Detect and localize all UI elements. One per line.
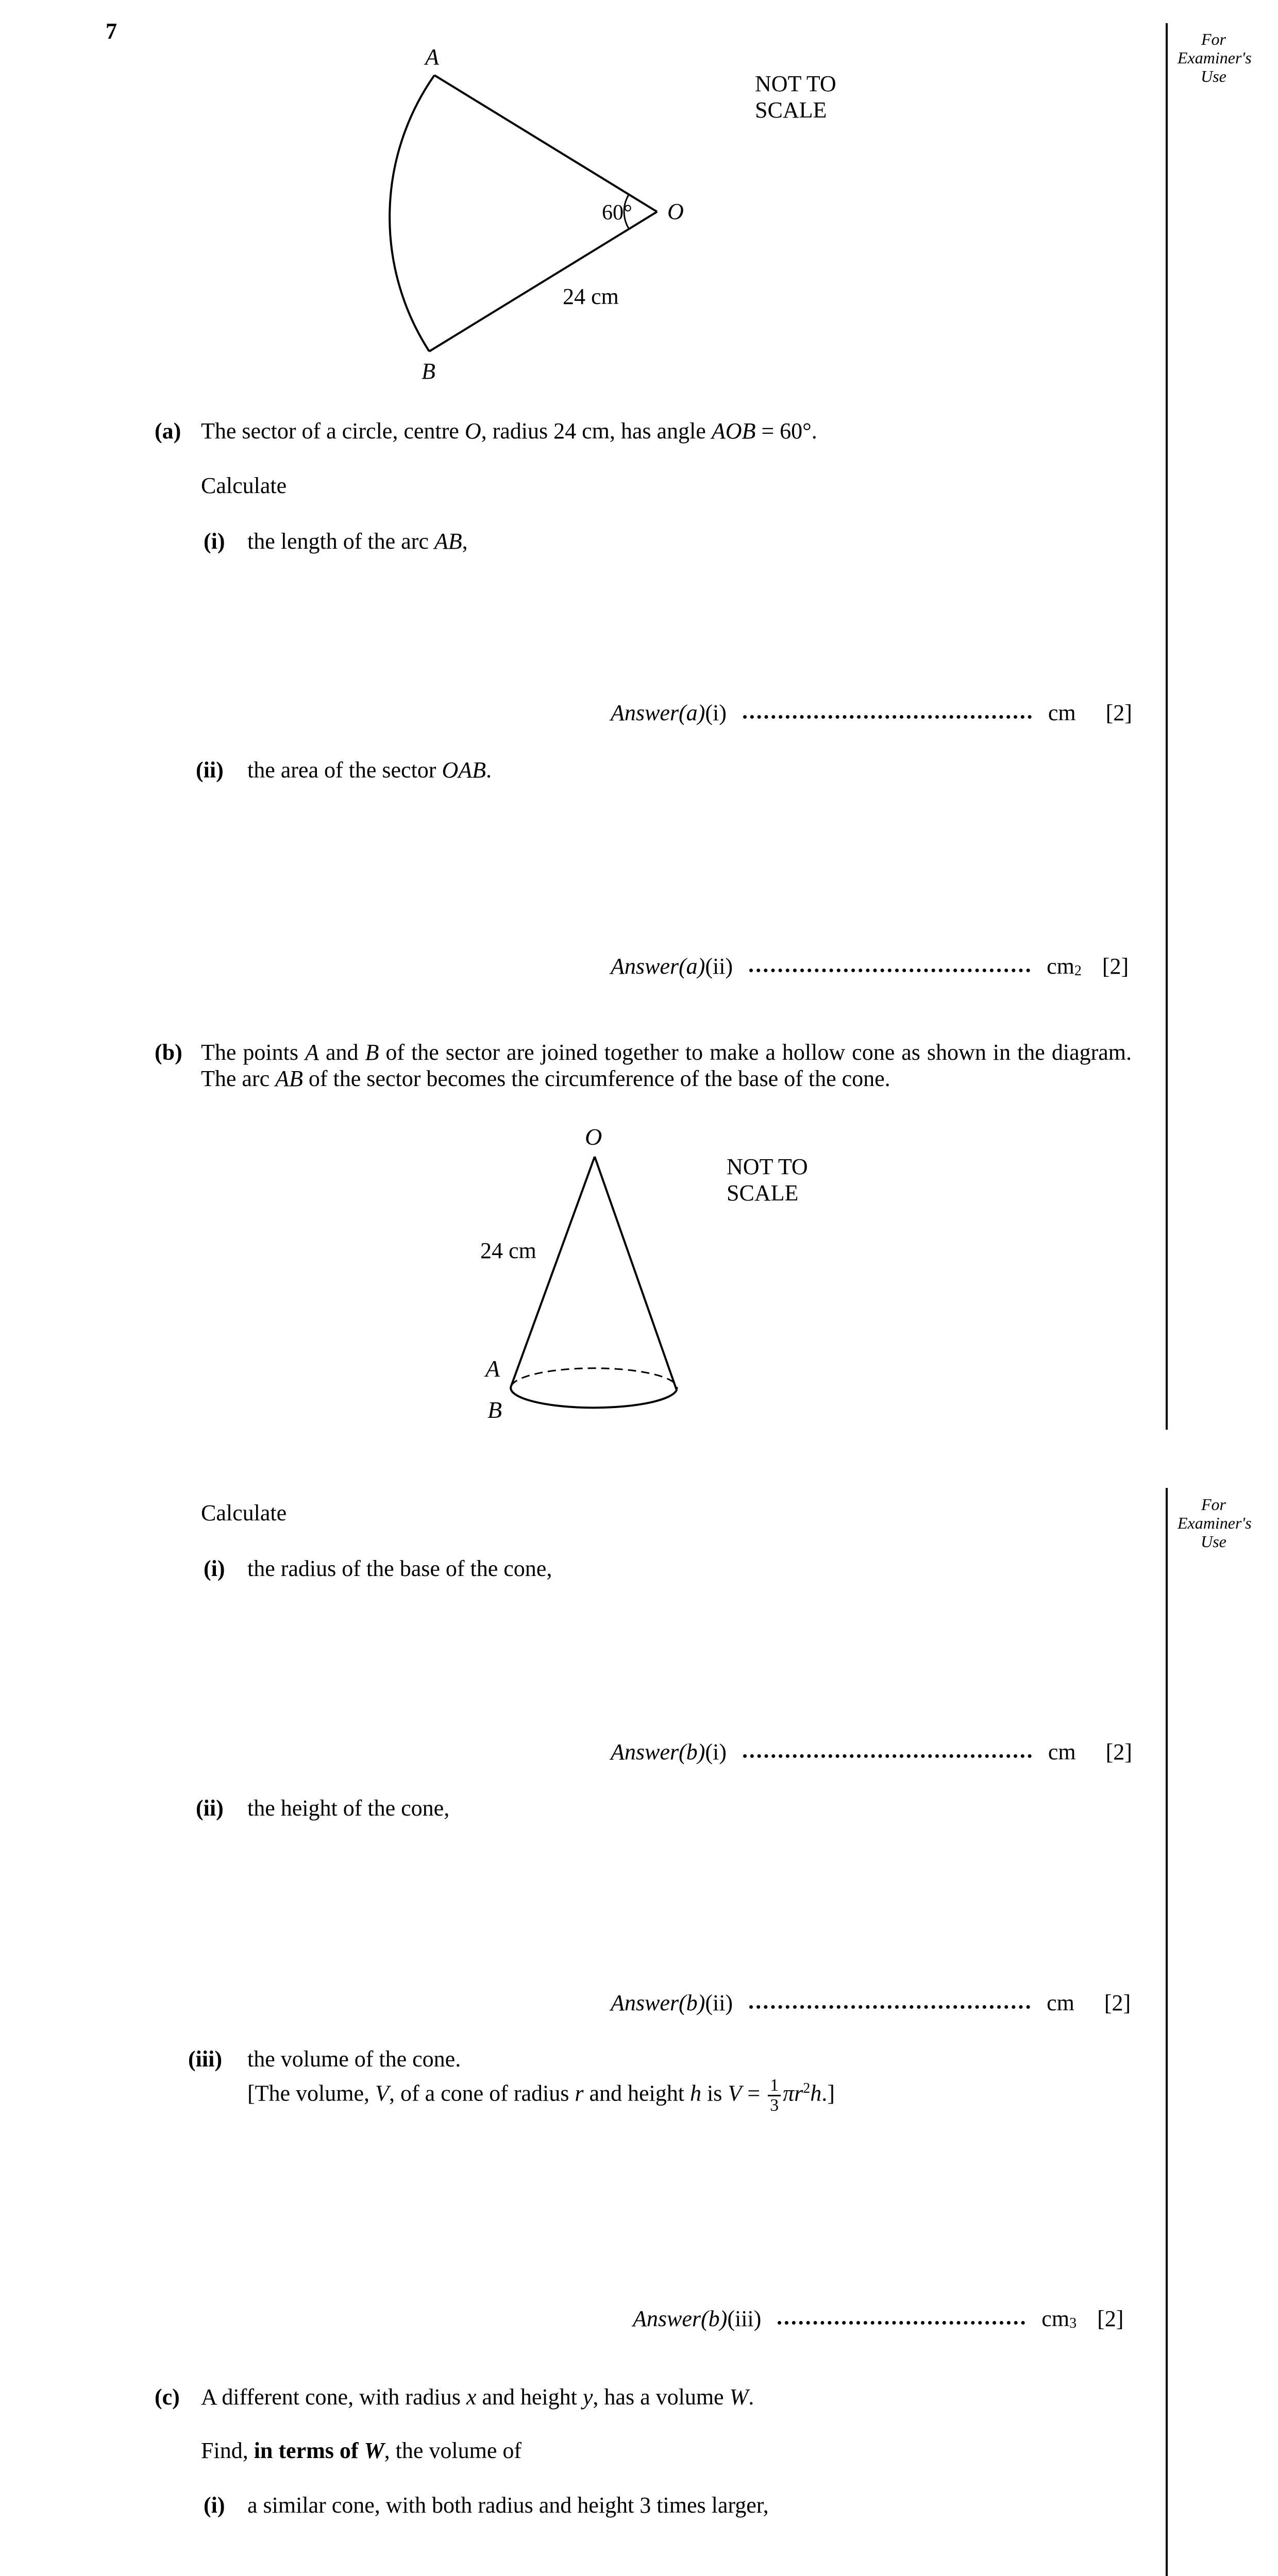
not-to-scale-note-2: NOT TO SCALE bbox=[727, 1154, 808, 1206]
answer-b-ii-field[interactable] bbox=[749, 2005, 1030, 2009]
cone-right-edge bbox=[595, 1157, 677, 1390]
examiner-margin-line-bottom bbox=[1166, 1488, 1168, 2576]
cone-label-b: B bbox=[487, 1397, 502, 1423]
examiner-use-label-bottom: For Examiner's Use bbox=[1178, 1495, 1252, 1551]
cone-base-front bbox=[511, 1386, 677, 1408]
part-a-ii-label: (ii) bbox=[196, 757, 224, 783]
part-b-iii-label: (iii) bbox=[188, 2046, 222, 2072]
part-c-stem: A different cone, with radius x and height y, has a volume W. bbox=[201, 2384, 754, 2410]
part-a-i-question: the length of the arc AB, bbox=[247, 529, 468, 554]
part-b-ii-label: (ii) bbox=[196, 1795, 224, 1821]
answer-b-i: Answer(b) (i) cm [2] bbox=[611, 1739, 1132, 1765]
part-c-i-question: a similar cone, with both radius and height 3 times larger, bbox=[247, 2493, 769, 2518]
part-c-find: Find, in terms of W, the volume of bbox=[201, 2438, 522, 2463]
part-b-calculate: Calculate bbox=[201, 1500, 287, 1526]
answer-a-ii-field[interactable] bbox=[749, 969, 1030, 972]
cone-label-o: O bbox=[585, 1124, 602, 1150]
radius-oa bbox=[434, 75, 657, 212]
part-c-label: (c) bbox=[155, 2384, 180, 2410]
label-o: O bbox=[667, 199, 684, 224]
cone-slant-label: 24 cm bbox=[480, 1238, 536, 1263]
answer-b-ii: Answer(b) (ii) cm [2] bbox=[611, 1990, 1131, 2015]
angle-label: 60° bbox=[602, 201, 632, 225]
answer-a-ii: Answer(a) (ii) cm $_2$ [2] bbox=[611, 954, 1129, 979]
part-a-stem: The sector of a circle, centre O, radius 24 cm, has angle AOB = 60°. bbox=[201, 418, 817, 444]
part-a-calculate: Calculate bbox=[201, 473, 287, 498]
part-b-ii-question: the height of the cone, bbox=[247, 1795, 450, 1821]
answer-a-i-field[interactable] bbox=[743, 715, 1032, 719]
examiner-use-label-top: For Examiner's Use bbox=[1178, 30, 1252, 86]
radius-ob bbox=[429, 212, 657, 351]
part-b-label: (b) bbox=[155, 1040, 182, 1065]
answer-b-iii-field[interactable] bbox=[778, 2321, 1025, 2325]
part-b-iii-question: the volume of the cone. bbox=[247, 2046, 461, 2072]
sector-diagram bbox=[361, 36, 783, 397]
examiner-margin-line-top bbox=[1166, 23, 1168, 1430]
part-b-i-label: (i) bbox=[204, 1556, 225, 1581]
cone-diagram bbox=[453, 1113, 763, 1448]
part-a-ii-question: the area of the sector OAB. bbox=[247, 757, 492, 783]
part-c-i-label: (i) bbox=[204, 2493, 225, 2518]
not-to-scale-note-1: NOT TO SCALE bbox=[755, 71, 836, 123]
answer-b-i-field[interactable] bbox=[743, 1754, 1032, 1758]
page-number: 7 bbox=[106, 19, 117, 44]
one-third-fraction: $\frac{1}{3}$ bbox=[768, 2076, 781, 2115]
cone-volume-formula: [The volume, V, of a cone of radius r and height h is V = $\frac{1}{3}$ $\pi r^2h$.] bbox=[247, 2076, 835, 2115]
arc-ab bbox=[390, 75, 434, 351]
label-a: A bbox=[425, 44, 439, 70]
part-b-stem: The points A and B of the sector are joined together to make a hollow cone as shown in the diagram. The arc AB of the sector becomes the circumference of the base of the cone. bbox=[201, 1040, 1132, 1091]
part-a-i-label: (i) bbox=[204, 529, 225, 554]
label-b: B bbox=[422, 359, 435, 384]
cone-label-a: A bbox=[485, 1355, 500, 1382]
cone-base-back bbox=[511, 1368, 677, 1390]
answer-b-iii: Answer(b) (iii) cm $_3$ [2] bbox=[633, 2306, 1124, 2331]
radius-label: 24 cm bbox=[563, 284, 619, 309]
part-b-i-question: the radius of the base of the cone, bbox=[247, 1556, 552, 1581]
cone-left-edge bbox=[511, 1157, 595, 1386]
part-a-label: (a) bbox=[155, 418, 181, 444]
answer-a-i: Answer(a) (i) cm [2] bbox=[611, 700, 1132, 725]
